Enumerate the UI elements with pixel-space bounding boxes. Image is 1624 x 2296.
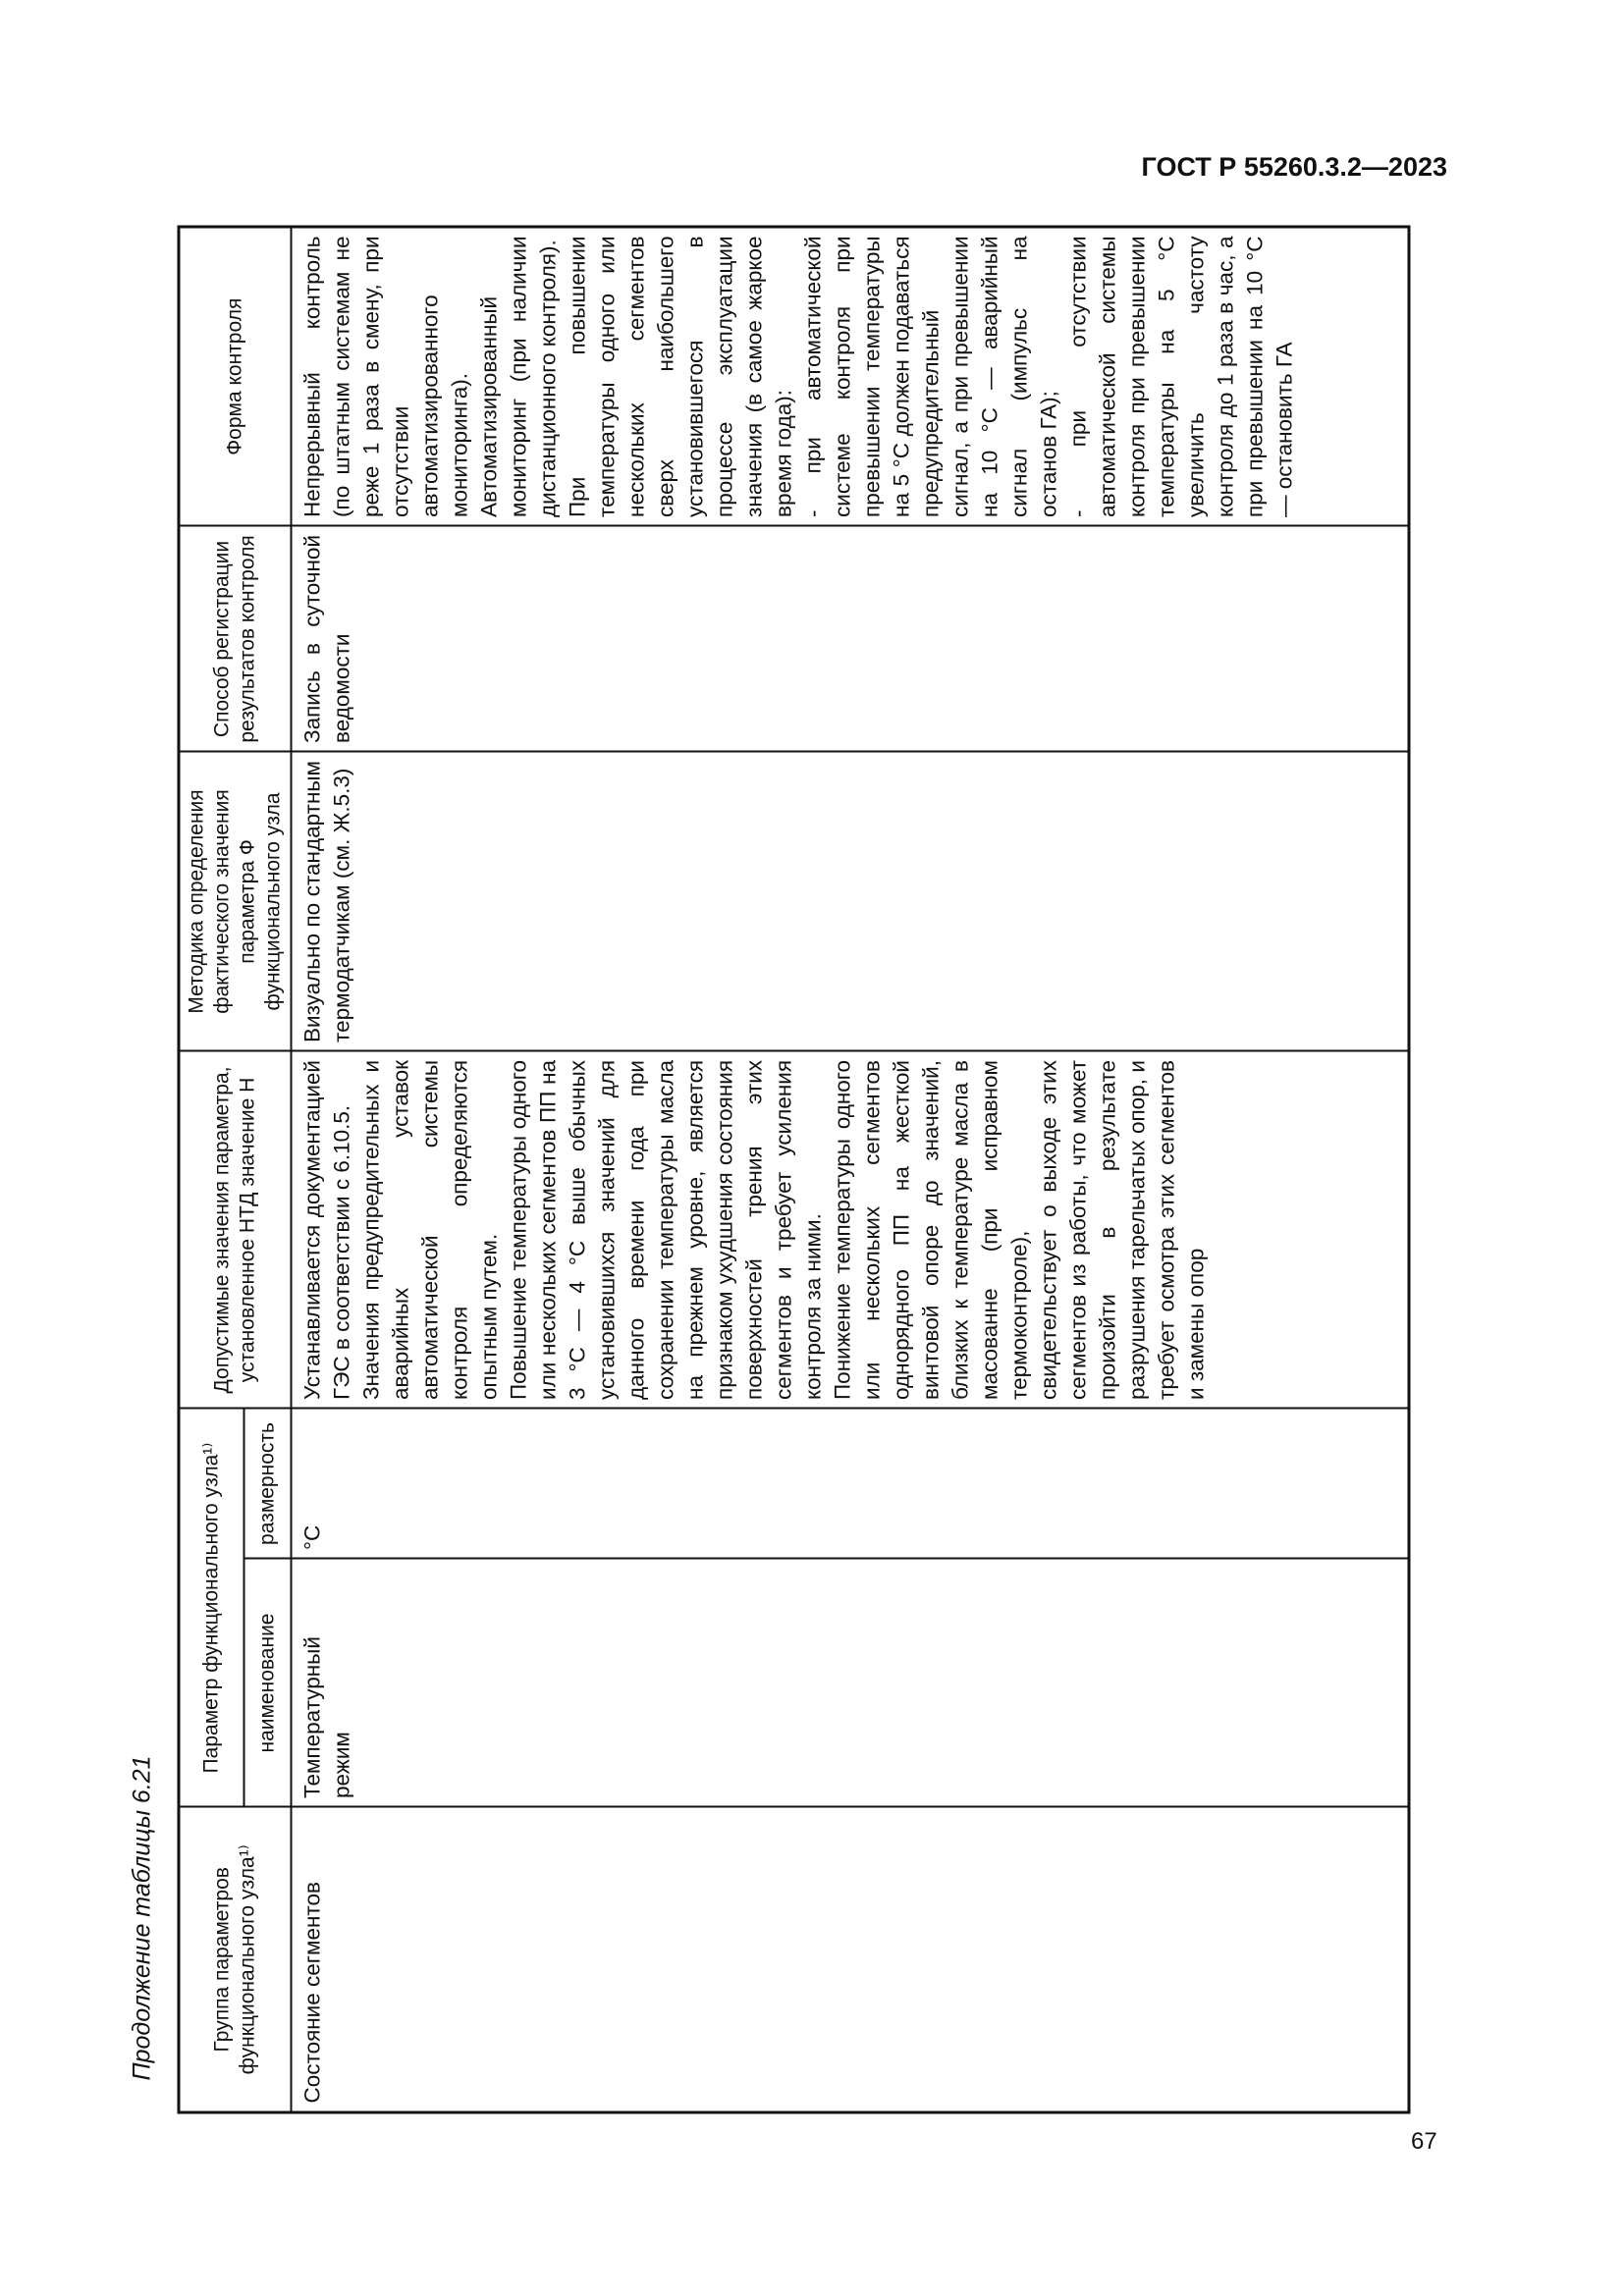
cell-name: Температурный режим	[292, 1559, 1410, 1807]
header-unit: размерность	[244, 1409, 292, 1559]
cell-form	[292, 227, 1410, 526]
cell-unit: °С	[292, 1409, 1410, 1559]
form-paragraph: - при автоматической системе контроля при превышении температуры на 5 °С должен подаваться предупредительный сигнал, а при превышении на 10 °С — аварийный сигнал (импульс на останов ГА);	[800, 236, 1061, 517]
allowed-paragraph: Значения предупредительных и аварийных уставок автоматической системы контроля определяются опытным путем.	[358, 1059, 502, 1400]
header-group: Группа параметров функционального узла¹⁾	[179, 1807, 292, 2112]
form-paragraph: При повышении температуры одного или нескольких сегментов сверх наибольшего установившегося в процессе эксплуатации значения (в самое жаркое время года):	[565, 236, 796, 517]
table-row	[292, 227, 1410, 2112]
table-caption: Продолжение таблицы 6.21	[128, 1755, 156, 2081]
document-code: ГОСТ Р 55260.3.2—2023	[1141, 152, 1447, 182]
cell-allowed	[292, 1051, 1410, 1409]
header-registration: Способ регистрации результатов контроля	[179, 526, 292, 752]
allowed-paragraph: Повышение температуры одного или нескольких сегментов ПП на 3 °С — 4 °С выше обычных установившихся значений для данного времени года при сохранении температуры масла на прежнем уровне, является признаком ухудшения состояния поверхностей трения этих сегментов и требует усиления контроля за ними.	[506, 1059, 826, 1400]
table-container	[178, 229, 1411, 2114]
header-allowed: Допустимые значения параметра, установленное НТД значение Н	[179, 1051, 292, 1409]
form-paragraph: - при отсутствии автоматической системы контроля при превышении температуры на 5 °С увеличить частоту контроля до 1 раза в час, а при превышении на 10 °С — остановить ГА	[1065, 236, 1297, 517]
parameters-table	[178, 225, 1411, 2113]
allowed-paragraph: Понижение температуры одного или нескольких сегментов однорядного ПП на жесткой винтовой опоре до значений, близких к температуре масла в масованне (при исправном термоконтроле), свидетельствует о выходе этих сегментов из работы, что может произойти в результате разрушения тарельчатых опор, и требует осмотра этих сегментов и замены опор	[830, 1059, 1209, 1400]
header-param: Параметр функционального узла¹⁾	[179, 1409, 244, 1807]
allowed-paragraph: Устанавливается документацией ГЭС в соответствии с 6.10.5.	[299, 1059, 354, 1400]
cell-method: Визуально по стандартным термодатчикам (см. Ж.5.3)	[292, 752, 1410, 1051]
page-number: 67	[1411, 2128, 1437, 2155]
form-paragraph: Непрерывный контроль (по штатным системам не реже 1 раза в смену, при отсутствии автоматизированного мониторинга). Автоматизированный мониторинг (при наличии дистанционного контроля).	[299, 236, 561, 517]
header-name: наименование	[244, 1559, 292, 1807]
cell-registration: Запись в суточной ведомости	[292, 526, 1410, 752]
cell-group: Состояние сегментов	[292, 1807, 1410, 2112]
header-form: Форма контроля	[179, 227, 292, 526]
header-method: Методика определения фактического значения параметра Ф функционального узла	[179, 752, 292, 1051]
